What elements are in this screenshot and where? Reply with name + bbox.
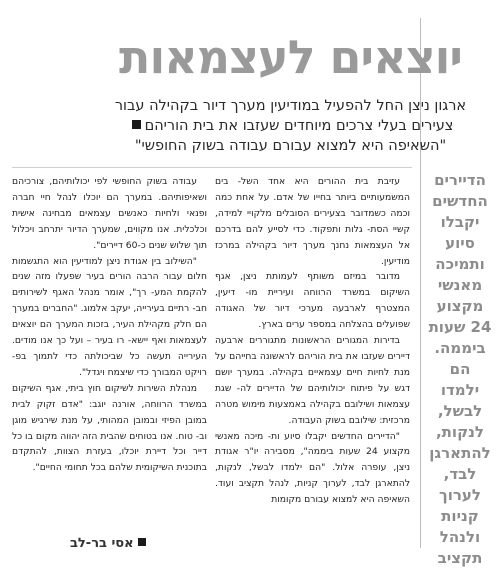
body-paragraph: "השילוב בין אגודת ניצן למודיעין הוא התגשמות חלום עבור הרבה הורים בעיר שפעלו מזה שנים להקמת המע- רך", אומר מנהל האגף לשירותים חב- רתיים בעירייה, יעקב אלמוג. "החברים במערך הם חלק מקהילת העיר, בזכות המערך הם יוצאים לעצמאות ואף יישא- רו בעיר – ועל כך אנו מודים. העירייה תעשה כל שביכולתה כדי לתמוך בפ- רויקט המבורך כדי שיצמח ויגדל". <box>12 255 207 378</box>
subhead-quote: "השאיפה היא למצוא עבורם עבודה בשוק החופשי" <box>134 138 447 154</box>
byline-author: אסי בר-לב <box>70 536 134 551</box>
body-paragraph: מנהלת השירות לשיקום חוץ ביתי, אגף השיקום במשרד הרווחה, אורנה יוגב: "אדם זקוק לבית במובן הפיזי ובמובן המהותי, על מנת שירגיש מוגן וב- טוח. אנו בטוחים שהבית הזה יהווה מקום בו כל דייר וכל דיירת יוכלו, בעזרת הצוות, להתקדם בתוכנית השיקומית שלהם בכל תחומי החיים". <box>12 382 207 474</box>
body-paragraph: בדירות המגורים הראשונות מתגוררים ארבעה דיירים שעזבו את בית הוריהם לראשונה בחייהם על מנת לחיות חיים עצמאיים בקהילה. במערך יושם דגש על פיתוח יכולותיהם של הדיירים לה- שגת עצמאות ושילובם בקהילה באמצעות מימוש מטרה מרכזית: שילובם בשוק העבודה. <box>215 335 410 426</box>
article-byline <box>70 536 150 552</box>
headline-divider <box>12 167 412 168</box>
subhead-line: צעירים בעלי צרכים מיוחדים שעזבו את בית הוריהם <box>89 116 492 136</box>
body-paragraph: "הדיירים החדשים יקבלו סיוע ות- מיכה מאנשי מקצוע 24 שעות ביממה", מסבירה יו"ר אגודת ניצן, עופרה אלול. "הם ילמדו לבשל, לנקות, להתארגן לבד, לערוך קניות, לנהל תקציב ועוד. השאיפה היא למצוא עבורם מקומות <box>215 430 410 504</box>
body-paragraph: עזיבת בית ההורים היא אחד השל- בים המשמעותיים ביותר בחייו של אדם. על אחת כמה וכמה כשמדובר בצעירים הסובלים מלקויי למידה, קשיי הסת- גלות ותפקוד. כדי לסייע להם בדרכם אל העצמאות נחנך מערך דיור בקהילה במרכז מודיעין. <box>215 176 410 267</box>
article-subheadline <box>89 96 492 156</box>
square-bullet-icon <box>138 538 146 546</box>
subhead-line: ארגון ניצן החל להפעיל במודיעין מערך דיור בקהילה עבור <box>114 98 467 114</box>
body-column-left <box>12 174 207 504</box>
sidebar-pull-quote: הדיירים החדשים יקבלו סיוע ותמיכה מאנשי מקצוע 24 שעות ביממה. הם ילמדו לבשל, לנקות, להתארגן לבד, לערוך קניות ולנהל תקציב <box>428 171 492 567</box>
body-column-right <box>215 174 410 504</box>
body-paragraph: עבודה בשוק החופשי לפי יכולותיהם, צורכיהם ושאיפותיהם. במערך הם יוכלו לנהל חיי חברה ופנאי ולחיות כאנשים עצמאים מבחינה אישית וכלכלית. אנו מקווים, שמערך הדיור יתרחב ויכלול תוך שלוש שנים כ-60 דיירים". <box>12 176 207 251</box>
body-paragraph: מדובר במיזם משותף לעמותת ניצן, אגף השיקום במשרד הרווחה ועיריית מו- דיעין, המצטרף לארבעה מערכי דיור של האגודה שפועלים בהצלחה במספר ערים בארץ. <box>215 271 410 331</box>
article-headline: יוצאים לעצמאות <box>119 30 462 84</box>
square-bullet-icon <box>132 120 141 129</box>
